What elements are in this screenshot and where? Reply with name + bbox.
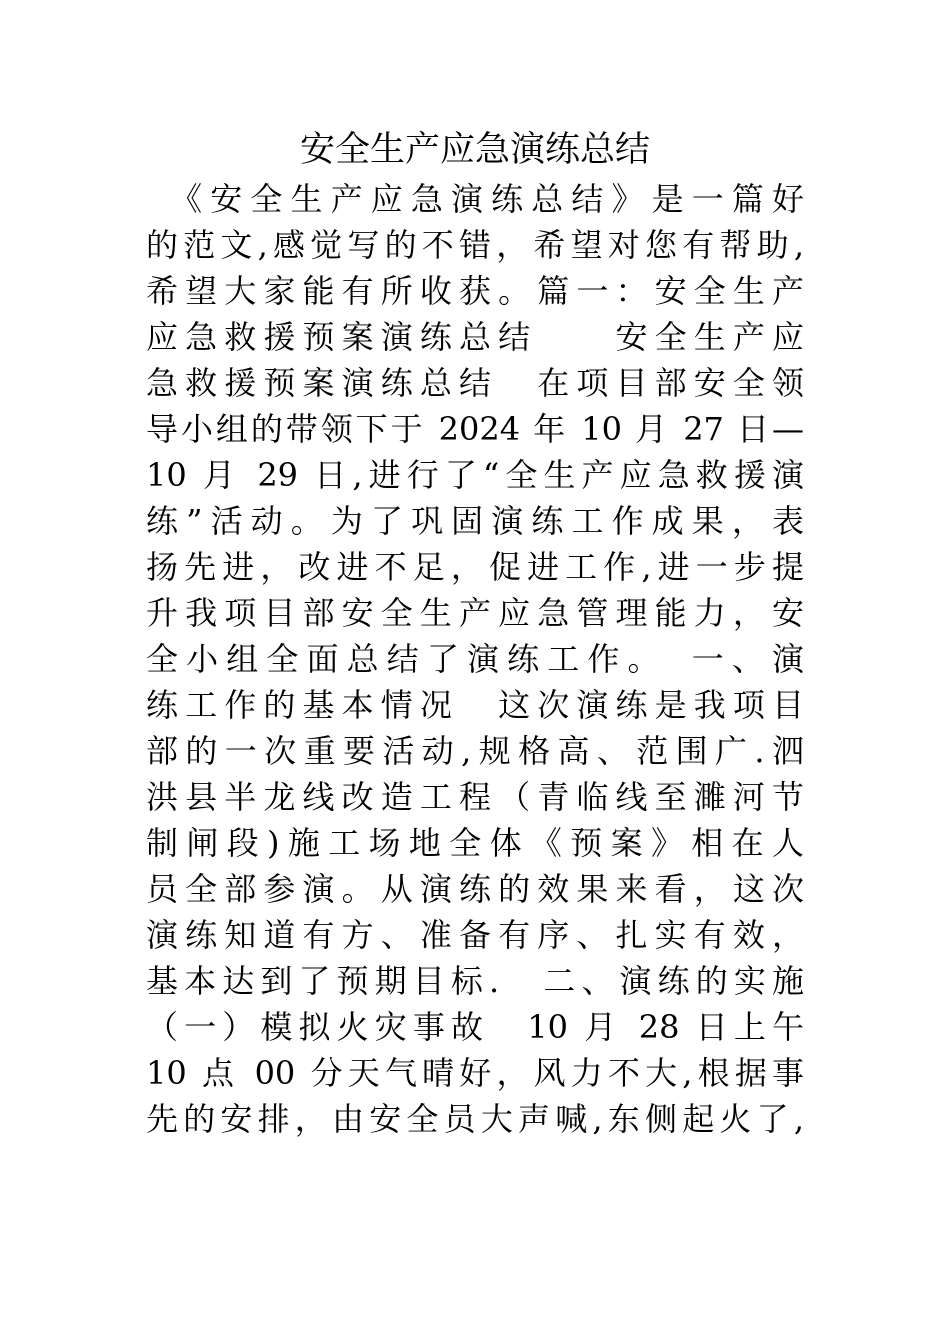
body-line-9: 扬先进，改进不足，促进工作,进一步提 <box>146 548 804 586</box>
body-line-18: 基本达到了预期目标. 二、演练的实施 <box>146 962 804 1000</box>
body-line-14: 洪县半龙线改造工程（青临线至濉河节 <box>146 778 804 816</box>
body-line-5: 急救援预案演练总结 在项目部安全领 <box>146 364 804 402</box>
document-title: 安全生产应急演练总结 <box>299 130 650 170</box>
body-line-6: 导小组的带领下于 2024 年 10 月 27 日— <box>146 410 804 448</box>
body-line-11: 全小组全面总结了演练工作。 一、演 <box>146 640 804 678</box>
body-line-8: 练”活动。为了巩固演练工作成果，表 <box>146 502 804 540</box>
body-line-16: 员全部参演。从演练的效果来看，这次 <box>146 870 804 908</box>
body-line-3: 希望大家能有所收获。篇一：安全生产 <box>146 272 804 310</box>
body-line-7: 10 月 29 日,进行了“全生产应急救援演 <box>146 456 804 494</box>
body-line-1: 《安全生产应急演练总结》是一篇好 <box>146 180 804 218</box>
body-line-13: 部的一次重要活动,规格高、范围广.泗 <box>146 732 804 770</box>
body-line-2: 的范文,感觉写的不错，希望对您有帮助, <box>146 226 804 264</box>
body-line-17: 演练知道有方、准备有序、扎实有效， <box>146 916 804 954</box>
body-line-19: （一）模拟火灾事故 10 月 28 日上午 <box>146 1008 804 1046</box>
body-line-21: 先的安排，由安全员大声喊,东侧起火了, <box>146 1100 804 1138</box>
document-body <box>146 176 811 1142</box>
body-line-4: 应急救援预案演练总结 安全生产应 <box>146 318 804 356</box>
body-line-12: 练工作的基本情况 这次演练是我项目 <box>146 686 804 724</box>
body-line-20: 10 点 00 分天气晴好，风力不大,根据事 <box>146 1054 804 1092</box>
body-line-15: 制闸段)施工场地全体《预案》相在人 <box>146 824 804 862</box>
body-line-10: 升我项目部安全生产应急管理能力，安 <box>146 594 804 632</box>
